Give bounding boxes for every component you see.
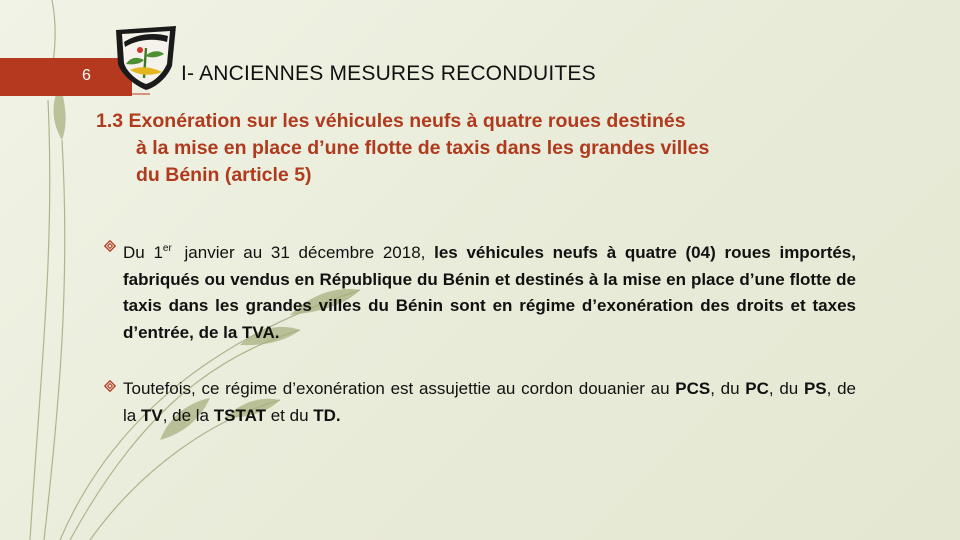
diamond-icon — [104, 380, 116, 392]
bullet-2-bold-ps: PS — [803, 379, 827, 398]
heading-line-3: du Bénin (article 5) — [136, 164, 312, 186]
bullet-2-bold-pcs: PCS — [675, 379, 711, 398]
heading-line-2: à la mise en place d’une flotte de taxis dans les grandes villes — [136, 137, 710, 159]
bullet-1-text-part: janvier au 31 décembre 2018, — [175, 243, 435, 262]
bullet-text-1 — [123, 236, 856, 346]
bullet-1-bold-text: les véhicules neufs à quatre (04) roues importés, fabriqués ou vendus en République du Bénin et destinés à la mise en place d’une flotte de taxis dans les grandes villes du Bénin sont en régime d’exonération des droits et taxes d’entrée, de la TVA. — [123, 243, 856, 342]
diamond-icon — [104, 240, 116, 252]
bullet-text-2 — [123, 376, 856, 429]
douane-emblem-logo — [110, 20, 182, 92]
bullet-2-bold-tv: TV — [140, 405, 163, 425]
bullet-2-text-part: , de la — [162, 405, 214, 425]
bullet-1-text-part: Du 1 — [123, 243, 163, 262]
bullet-2-text-part: , du — [710, 379, 746, 398]
bullet-2-bold-tstat: TSTAT — [213, 405, 266, 425]
section-heading — [96, 108, 876, 189]
bullet-2-bold-pc: PC — [745, 379, 769, 398]
bullet-2-bold-td: TD. — [313, 405, 341, 425]
bullet-item-2 — [104, 376, 856, 429]
bullet-item-1 — [104, 236, 856, 346]
bullet-2-text-part: , du — [768, 379, 804, 398]
bullet-2-text-part: Toutefois, ce régime d’exonération est assujettie au cordon douanier au — [123, 379, 676, 398]
slide-title: I- ANCIENNES MESURES RECONDUITES — [181, 62, 596, 85]
slide-number: 6 — [82, 67, 91, 84]
superscript-er: er — [162, 243, 172, 254]
bullet-2-text-part: , de la — [123, 379, 856, 425]
heading-line-1: 1.3 Exonération sur les véhicules neufs à quatre roues destinés — [96, 110, 686, 132]
bullet-2-text-part: et du — [266, 405, 314, 425]
